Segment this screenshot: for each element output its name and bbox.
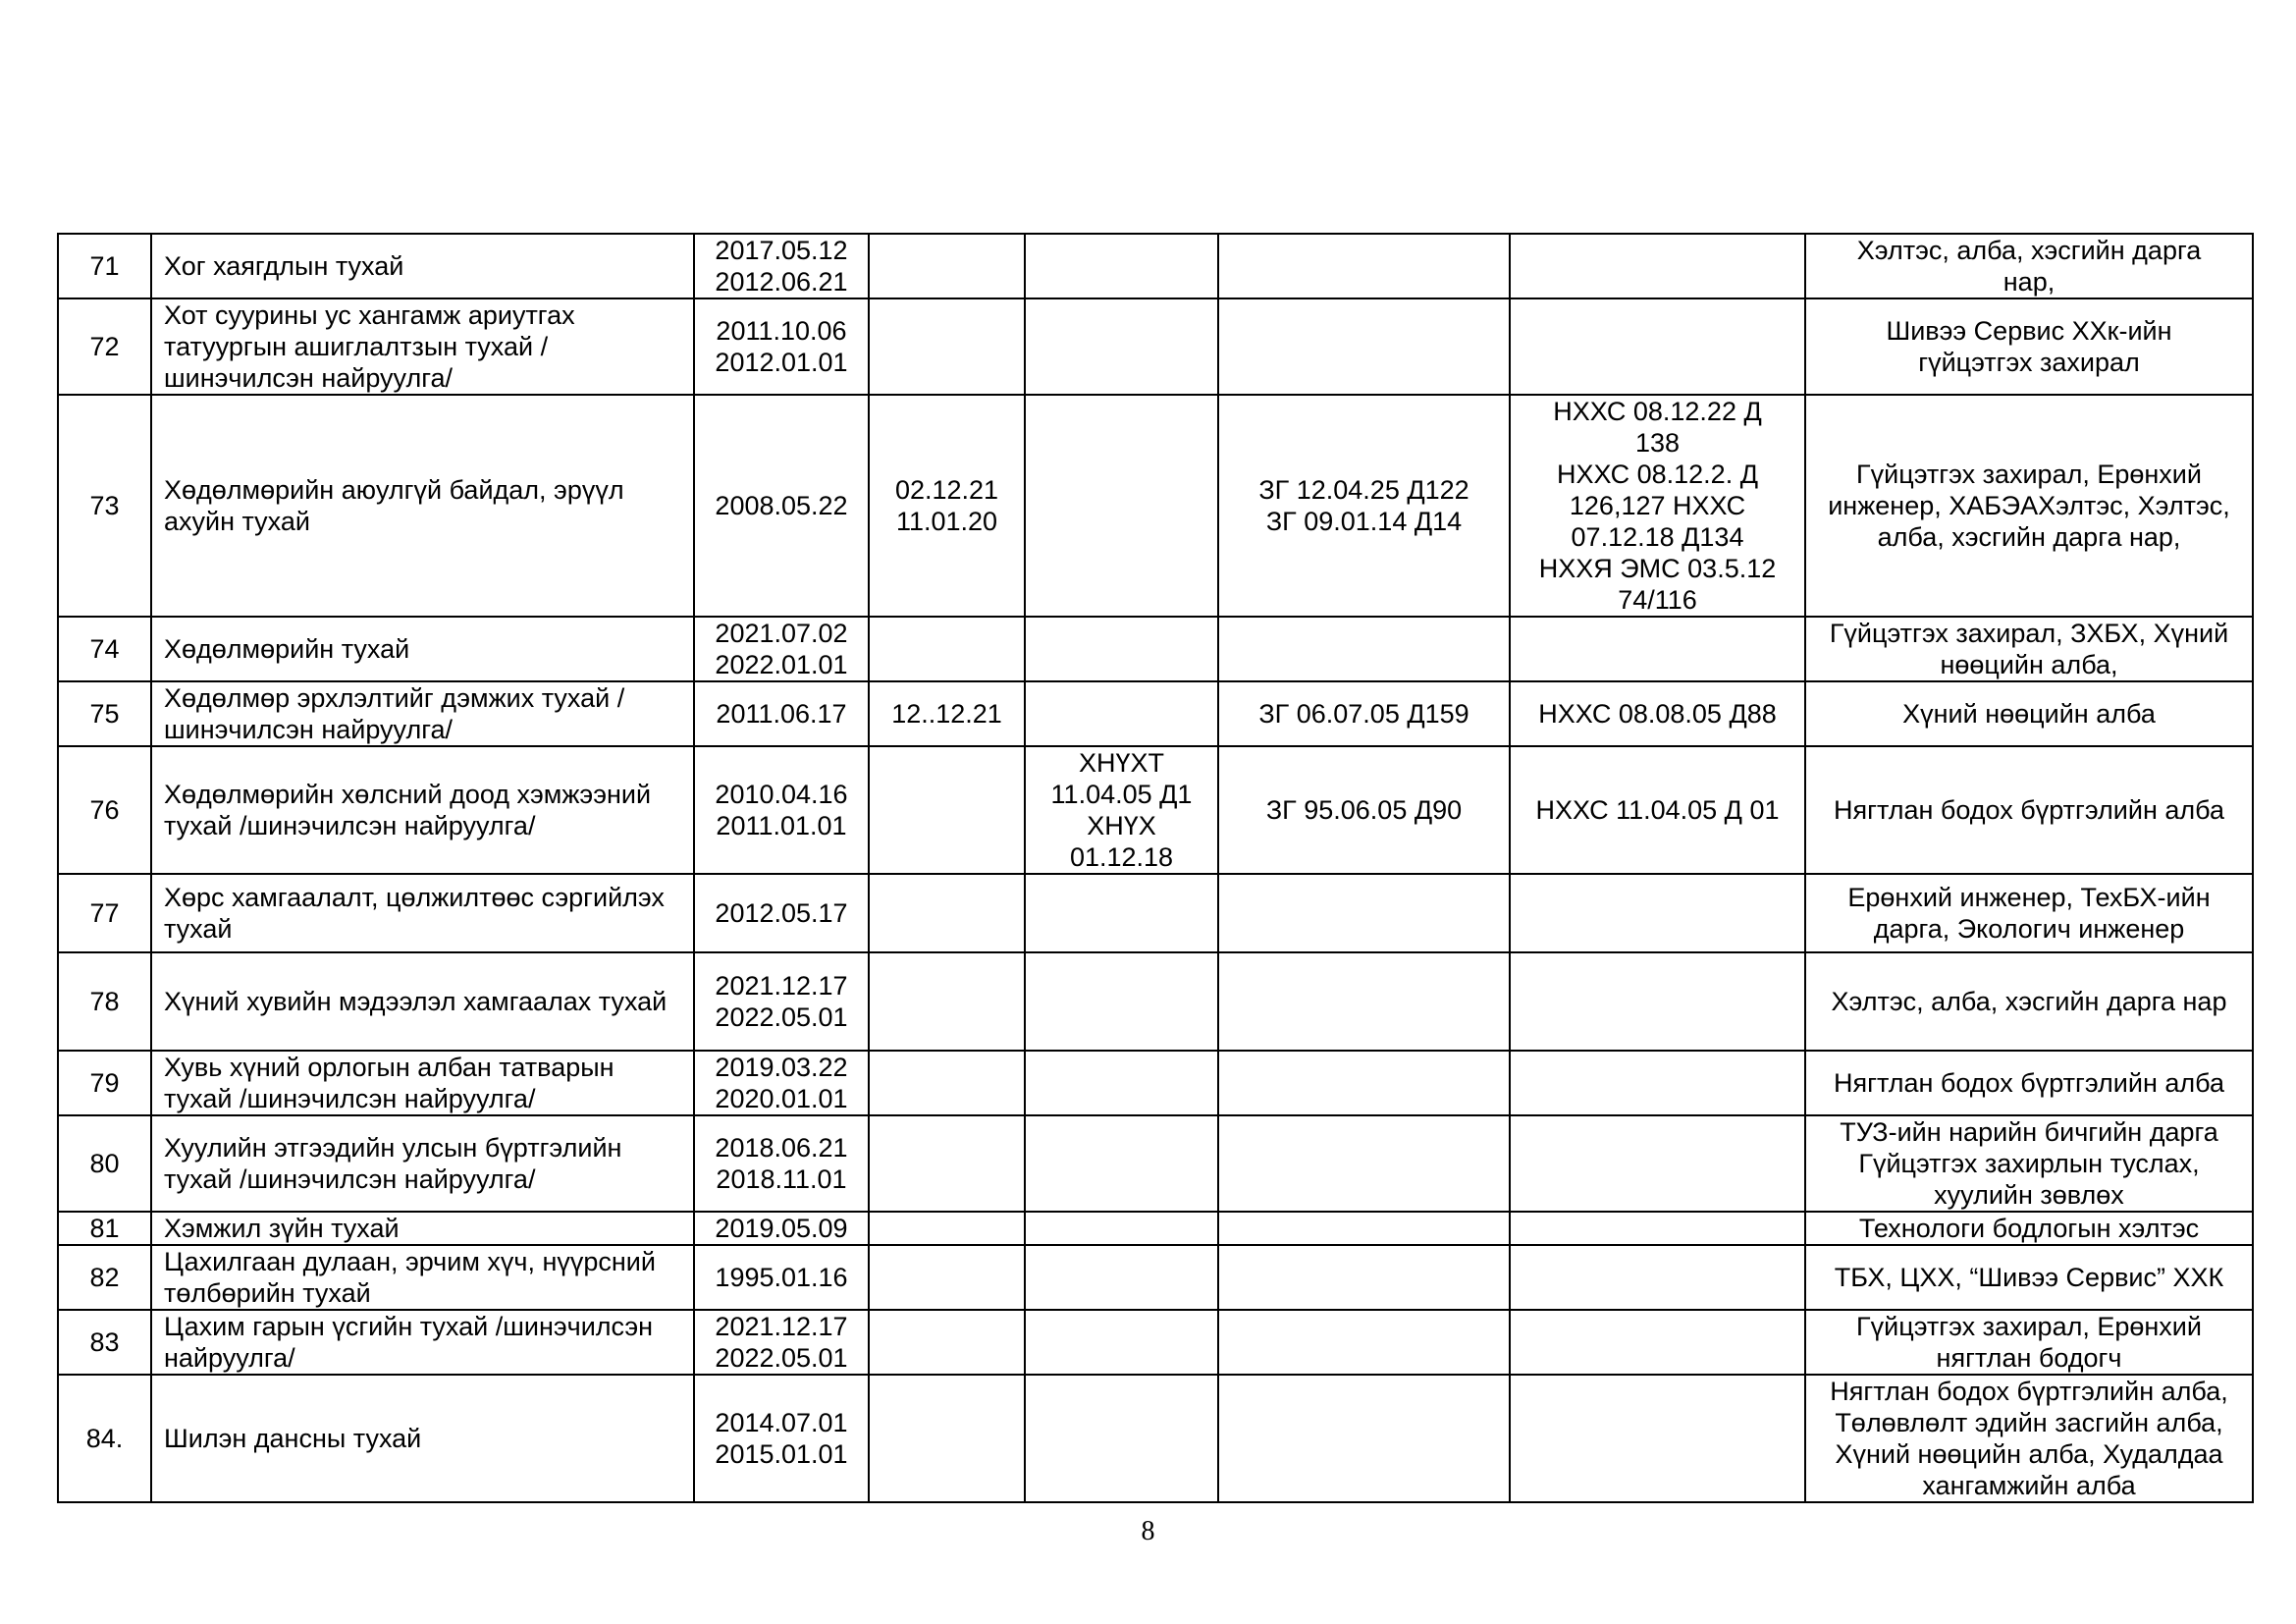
responsible-unit-cell: Шивээ Сервис ХХк-ийн гүйцэтгэх захирал — [1805, 298, 2253, 395]
government-resolution-cell — [1218, 298, 1510, 395]
dates-cell: 2019.03.22 2020.01.01 — [694, 1051, 869, 1115]
government-resolution-cell: ЗГ 06.07.05 Д159 — [1218, 681, 1510, 746]
order-cell — [1510, 1051, 1805, 1115]
row-number-cell: 75 — [58, 681, 151, 746]
ministry-resolution-cell — [1025, 1245, 1218, 1310]
law-title-cell: Хүний хувийн мэдээлэл хамгаалах тухай — [151, 952, 694, 1051]
ministry-resolution-cell — [1025, 1115, 1218, 1212]
government-resolution-cell: ЗГ 12.04.25 Д122 ЗГ 09.01.14 Д14 — [1218, 395, 1510, 617]
dates-cell: 2021.12.17 2022.05.01 — [694, 952, 869, 1051]
row-number-cell: 78 — [58, 952, 151, 1051]
table-row — [58, 874, 2253, 952]
ministry-resolution-cell — [1025, 234, 1218, 298]
government-resolution-cell — [1218, 1310, 1510, 1375]
dates-cell: 2021.07.02 2022.01.01 — [694, 617, 869, 681]
law-title-cell: Хувь хүний орлогын албан татварын тухай /шинэчилсэн найруулга/ — [151, 1051, 694, 1115]
table-row — [58, 746, 2253, 874]
table-row — [58, 1051, 2253, 1115]
law-title-cell: Хөдөлмөрийн хөлсний доод хэмжээний тухай /шинэчилсэн найруулга/ — [151, 746, 694, 874]
page-number: 8 — [1141, 1516, 1155, 1546]
table-row — [58, 1245, 2253, 1310]
ministry-resolution-cell — [1025, 1051, 1218, 1115]
amendment-date-cell — [869, 617, 1025, 681]
table-row — [58, 395, 2253, 617]
ministry-resolution-cell — [1025, 395, 1218, 617]
dates-cell: 2021.12.17 2022.05.01 — [694, 1310, 869, 1375]
responsible-unit-cell: Гүйцэтгэх захирал, Ерөнхий нягтлан бодогч — [1805, 1310, 2253, 1375]
row-number-cell: 71 — [58, 234, 151, 298]
order-cell: НХХС 11.04.05 Д 01 — [1510, 746, 1805, 874]
law-title-cell: Хог хаягдлын тухай — [151, 234, 694, 298]
responsible-unit-cell: Гүйцэтгэх захирал, Ерөнхий инженер, ХАБЭАХэлтэс, Хэлтэс, алба, хэсгийн дарга нар, — [1805, 395, 2253, 617]
dates-cell: 2019.05.09 — [694, 1212, 869, 1245]
row-number-cell: 72 — [58, 298, 151, 395]
row-number-cell: 80 — [58, 1115, 151, 1212]
amendment-date-cell — [869, 1245, 1025, 1310]
table-body — [58, 234, 2253, 1502]
order-cell — [1510, 1310, 1805, 1375]
responsible-unit-cell: ТБХ, ЦХХ, “Шивээ Сервис” ХХК — [1805, 1245, 2253, 1310]
dates-cell: 2014.07.01 2015.01.01 — [694, 1375, 869, 1502]
ministry-resolution-cell — [1025, 298, 1218, 395]
responsible-unit-cell: ТУЗ-ийн нарийн бичгийн дарга Гүйцэтгэх захирлын туслах, хуулийн зөвлөх — [1805, 1115, 2253, 1212]
amendment-date-cell — [869, 298, 1025, 395]
government-resolution-cell — [1218, 234, 1510, 298]
responsible-unit-cell: Хүний нөөцийн алба — [1805, 681, 2253, 746]
table-row — [58, 617, 2253, 681]
law-title-cell: Хөдөлмөрийн тухай — [151, 617, 694, 681]
ministry-resolution-cell — [1025, 681, 1218, 746]
amendment-date-cell: 02.12.21 11.01.20 — [869, 395, 1025, 617]
row-number-cell: 73 — [58, 395, 151, 617]
government-resolution-cell — [1218, 952, 1510, 1051]
responsible-unit-cell: Нягтлан бодох бүртгэлийн алба, Төлөвлөлт эдийн засгийн алба, Хүний нөөцийн алба, Худалдаа хангамжийн алба — [1805, 1375, 2253, 1502]
ministry-resolution-cell — [1025, 874, 1218, 952]
laws-table — [57, 233, 2254, 1503]
amendment-date-cell — [869, 746, 1025, 874]
law-title-cell: Хөрс хамгаалалт, цөлжилтөөс сэргийлэх тухай — [151, 874, 694, 952]
government-resolution-cell — [1218, 617, 1510, 681]
law-title-cell: Цахим гарын үсгийн тухай /шинэчилсэн найруулга/ — [151, 1310, 694, 1375]
responsible-unit-cell: Технологи бодлогын хэлтэс — [1805, 1212, 2253, 1245]
table-row — [58, 1212, 2253, 1245]
government-resolution-cell — [1218, 1051, 1510, 1115]
responsible-unit-cell: Нягтлан бодох бүртгэлийн алба — [1805, 746, 2253, 874]
row-number-cell: 76 — [58, 746, 151, 874]
law-title-cell: Хөдөлмөрийн аюулгүй байдал, эрүүл ахуйн тухай — [151, 395, 694, 617]
ministry-resolution-cell: ХНҮХТ 11.04.05 Д1 ХНҮХ 01.12.18 — [1025, 746, 1218, 874]
order-cell — [1510, 617, 1805, 681]
amendment-date-cell — [869, 234, 1025, 298]
law-title-cell: Хэмжил зүйн тухай — [151, 1212, 694, 1245]
table-row — [58, 1310, 2253, 1375]
amendment-date-cell — [869, 1310, 1025, 1375]
order-cell — [1510, 874, 1805, 952]
government-resolution-cell — [1218, 1115, 1510, 1212]
order-cell — [1510, 1212, 1805, 1245]
table-row — [58, 952, 2253, 1051]
table-row — [58, 1375, 2253, 1502]
table-row — [58, 1115, 2253, 1212]
amendment-date-cell — [869, 1051, 1025, 1115]
government-resolution-cell: ЗГ 95.06.05 Д90 — [1218, 746, 1510, 874]
responsible-unit-cell: Гүйцэтгэх захирал, ЗХБХ, Хүний нөөцийн алба, — [1805, 617, 2253, 681]
order-cell — [1510, 1245, 1805, 1310]
dates-cell: 2011.10.06 2012.01.01 — [694, 298, 869, 395]
amendment-date-cell — [869, 1115, 1025, 1212]
order-cell — [1510, 1115, 1805, 1212]
government-resolution-cell — [1218, 874, 1510, 952]
law-title-cell: Хуулийн этгээдийн улсын бүртгэлийн тухай /шинэчилсэн найруулга/ — [151, 1115, 694, 1212]
order-cell: НХХС 08.12.22 Д 138 НХХС 08.12.2. Д 126,127 НХХС 07.12.18 Д134 НХХЯ ЭМС 03.5.12 74/116 — [1510, 395, 1805, 617]
ministry-resolution-cell — [1025, 617, 1218, 681]
amendment-date-cell — [869, 874, 1025, 952]
government-resolution-cell — [1218, 1212, 1510, 1245]
responsible-unit-cell: Хэлтэс, алба, хэсгийн дарга нар, — [1805, 234, 2253, 298]
ministry-resolution-cell — [1025, 1212, 1218, 1245]
dates-cell: 2017.05.12 2012.06.21 — [694, 234, 869, 298]
order-cell — [1510, 298, 1805, 395]
responsible-unit-cell: Хэлтэс, алба, хэсгийн дарга нар — [1805, 952, 2253, 1051]
order-cell — [1510, 234, 1805, 298]
amendment-date-cell — [869, 952, 1025, 1051]
dates-cell: 1995.01.16 — [694, 1245, 869, 1310]
amendment-date-cell — [869, 1212, 1025, 1245]
ministry-resolution-cell — [1025, 952, 1218, 1051]
table-row — [58, 681, 2253, 746]
ministry-resolution-cell — [1025, 1375, 1218, 1502]
order-cell — [1510, 1375, 1805, 1502]
ministry-resolution-cell — [1025, 1310, 1218, 1375]
dates-cell: 2018.06.21 2018.11.01 — [694, 1115, 869, 1212]
table-row — [58, 298, 2253, 395]
amendment-date-cell — [869, 1375, 1025, 1502]
row-number-cell: 74 — [58, 617, 151, 681]
dates-cell: 2010.04.16 2011.01.01 — [694, 746, 869, 874]
row-number-cell: 77 — [58, 874, 151, 952]
responsible-unit-cell: Нягтлан бодох бүртгэлийн алба — [1805, 1051, 2253, 1115]
amendment-date-cell: 12..12.21 — [869, 681, 1025, 746]
government-resolution-cell — [1218, 1245, 1510, 1310]
dates-cell: 2008.05.22 — [694, 395, 869, 617]
row-number-cell: 83 — [58, 1310, 151, 1375]
law-title-cell: Цахилгаан дулаан, эрчим хүч, нүүрсний төлбөрийн тухай — [151, 1245, 694, 1310]
table-row — [58, 234, 2253, 298]
law-title-cell: Хөдөлмөр эрхлэлтийг дэмжих тухай /шинэчилсэн найруулга/ — [151, 681, 694, 746]
dates-cell: 2011.06.17 — [694, 681, 869, 746]
row-number-cell: 79 — [58, 1051, 151, 1115]
row-number-cell: 82 — [58, 1245, 151, 1310]
order-cell — [1510, 952, 1805, 1051]
row-number-cell: 81 — [58, 1212, 151, 1245]
dates-cell: 2012.05.17 — [694, 874, 869, 952]
row-number-cell: 84. — [58, 1375, 151, 1502]
government-resolution-cell — [1218, 1375, 1510, 1502]
order-cell: НХХС 08.08.05 Д88 — [1510, 681, 1805, 746]
law-title-cell: Шилэн дансны тухай — [151, 1375, 694, 1502]
law-title-cell: Хот суурины ус хангамж ариутгах татуургын ашиглалтзын тухай /шинэчилсэн найруулга/ — [151, 298, 694, 395]
responsible-unit-cell: Ерөнхий инженер, ТехБХ-ийн дарга, Экологич инженер — [1805, 874, 2253, 952]
